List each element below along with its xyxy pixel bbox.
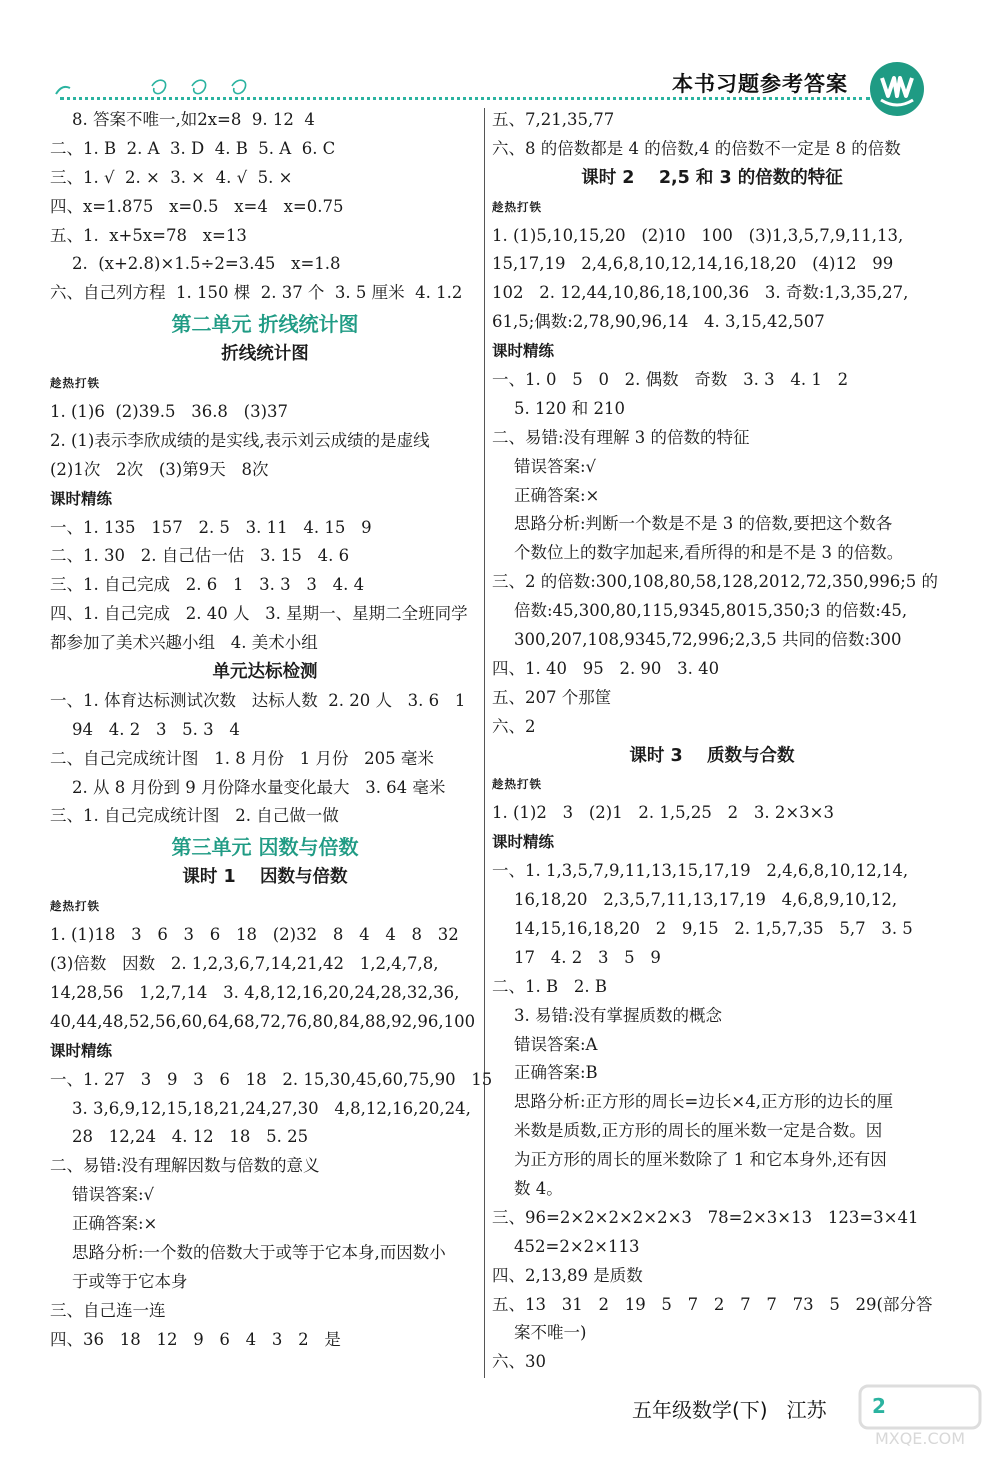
answer-line: 三、1. 自己完成统计图 2. 自己做一做 xyxy=(50,806,339,826)
svg-text:MXQE.COM: MXQE.COM xyxy=(874,1429,966,1448)
answer-line: 二、易错:没有理解因数与倍数的意义 xyxy=(50,1156,320,1176)
answer-line: 1. (1)2 3 (2)1 2. 1,5,25 2 3. 2×3×3 xyxy=(492,803,834,823)
answer-line: 三、2 的倍数:300,108,80,58,128,2012,72,350,996;5 的 xyxy=(492,572,939,592)
answer-line: 8. 答案不唯一,如2x=8 9. 12 4 xyxy=(72,110,315,129)
answer-line: 思路分析:正方形的周长=边长×4,正方形的边长的厘 xyxy=(514,1092,893,1112)
answer-line: (3)倍数 因数 2. 1,2,3,6,7,14,21,42 1,2,4,7,8, xyxy=(50,954,439,974)
answer-line: 1. (1)6 (2)39.5 36.8 (3)37 xyxy=(50,402,289,422)
answer-line: 数 4。 xyxy=(514,1178,563,1198)
answer-line: 都参加了美术兴趣小组 4. 美术小组 xyxy=(50,633,318,653)
subsection-label: 课时精练 xyxy=(492,342,555,361)
answer-line: 为正方形的周长的厘米数除了 1 和它本身外,还有因 xyxy=(514,1150,887,1170)
answer-line: 2. (1)表示李欣成绩的是实线,表示刘云成绩的是虚线 xyxy=(50,430,430,450)
answer-line: 正确答案:× xyxy=(72,1214,158,1234)
left-column xyxy=(50,106,493,1355)
column-divider xyxy=(484,108,485,1378)
answer-line: 28 12,24 4. 12 18 5. 25 xyxy=(72,1127,309,1147)
answer-line: 正确答案:B xyxy=(514,1063,598,1083)
answer-line: 40,44,48,52,56,60,64,68,72,76,80,84,88,92,96,100 xyxy=(50,1011,476,1031)
unit-heading: 第三单元 因数与倍数 xyxy=(171,835,359,860)
answer-line: 五、13 31 2 19 5 7 2 7 7 73 5 29(部分答 xyxy=(492,1294,933,1314)
answer-line: 二、自己完成统计图 1. 8 月份 1 月份 205 毫米 xyxy=(50,748,434,768)
answer-line: 452=2×2×113 xyxy=(514,1236,640,1256)
answer-line: 3. 3,6,9,12,15,18,21,24,27,30 4,8,12,16,20,24, xyxy=(72,1098,471,1118)
header-title: 本书习题参考答案 xyxy=(672,72,848,96)
answer-line: 一、1. 27 3 9 3 6 18 2. 15,30,45,60,75,90 15 xyxy=(50,1069,493,1089)
practice-tag: 趁热打铁 xyxy=(50,376,100,391)
answer-line: 15,17,19 2,4,6,8,10,12,14,16,18,20 (4)12 99 xyxy=(492,254,894,274)
section-heading: 课时 3 质数与合数 xyxy=(629,745,795,766)
practice-tag: 趁热打铁 xyxy=(492,199,542,214)
answer-line: 二、1. 30 2. 自己估一估 3. 15 4. 6 xyxy=(50,546,350,566)
answer-line: 米数是质数,正方形的周长的厘米数一定是合数。因 xyxy=(514,1121,883,1141)
answer-line: 六、30 xyxy=(492,1352,546,1372)
subsection-label: 课时精练 xyxy=(492,833,555,852)
answer-line: 六、8 的倍数都是 4 的倍数,4 的倍数不一定是 8 的倍数 xyxy=(492,138,901,158)
page-number: 2 xyxy=(872,1394,886,1418)
answer-line: 5. 120 和 210 xyxy=(514,398,625,418)
answer-line: 个数位上的数字加起来,看所得的和是不是 3 的倍数。 xyxy=(514,543,904,563)
answer-line: 案不唯一) xyxy=(514,1323,587,1343)
answer-line: 16,18,20 2,3,5,7,11,13,17,19 4,6,8,9,10,12, xyxy=(514,890,898,910)
answer-line: 二、易错:没有理解 3 的倍数的特征 xyxy=(492,427,750,447)
answer-line: 三、自己连一连 xyxy=(50,1300,166,1320)
answer-line: 错误答案:√ xyxy=(72,1185,155,1205)
section-heading: 课时 1 因数与倍数 xyxy=(182,867,348,888)
footer-label: 五年级数学(下) 江苏 xyxy=(632,1398,827,1422)
section-heading: 课时 2 2,5 和 3 的倍数的特征 xyxy=(581,167,843,188)
answer-line: (2)1次 2次 (3)第9天 8次 xyxy=(50,459,269,479)
answer-line: 二、1. B 2. A 3. D 4. B 5. A 6. C xyxy=(50,138,336,158)
answer-line: 14,28,56 1,2,7,14 3. 4,8,12,16,20,24,28,32,36, xyxy=(50,982,460,1002)
answer-line: 思路分析:判断一个数是不是 3 的倍数,要把这个数各 xyxy=(514,514,893,534)
answer-line: 一、1. 体育达标测试次数 达标人数 2. 20 人 3. 6 1 xyxy=(50,690,466,710)
answer-line: 错误答案:√ xyxy=(514,456,597,476)
page-header xyxy=(0,0,1000,110)
answer-line: 一、1. 0 5 0 2. 偶数 奇数 3. 3 4. 1 2 xyxy=(492,370,849,390)
answer-line: 2. 从 8 月份到 9 月份降水量变化最大 3. 64 毫米 xyxy=(72,777,446,797)
answer-line: 正确答案:× xyxy=(514,485,600,505)
practice-tag: 趁热打铁 xyxy=(492,777,542,792)
answer-line: 四、1. 40 95 2. 90 3. 40 xyxy=(492,658,720,678)
answer-line: 14,15,16,18,20 2 9,15 2. 1,5,7,35 5,7 3. 5 xyxy=(514,918,913,938)
answer-line: 三、1. √ 2. × 3. × 4. √ 5. × xyxy=(50,167,293,187)
answer-line: 三、1. 自己完成 2. 6 1 3. 3 3 4. 4 xyxy=(50,575,365,595)
answer-line: 1. (1)5,10,15,20 (2)10 100 (3)1,3,5,7,9,11,13, xyxy=(492,225,904,245)
answer-line: 1. (1)18 3 6 3 6 18 (2)32 8 4 4 8 32 xyxy=(50,925,459,945)
answer-line: 94 4. 2 3 5. 3 4 xyxy=(72,719,240,739)
answer-line: 五、7,21,35,77 xyxy=(492,110,615,129)
answer-line: 3. 易错:没有掌握质数的概念 xyxy=(514,1005,723,1025)
answer-line: 2. (x+2.8)×1.5÷2=3.45 x=1.8 xyxy=(72,254,341,274)
subsection-label: 课时精练 xyxy=(50,1041,113,1060)
answer-line: 五、207 个那筐 xyxy=(492,687,612,707)
answer-line: 思路分析:一个数的倍数大于或等于它本身,而因数小 xyxy=(72,1242,446,1262)
answer-line: 300,207,108,9345,72,996;2,3,5 共同的倍数:300 xyxy=(514,630,902,650)
section-heading: 单元达标检测 xyxy=(212,662,318,683)
answer-line: 102 2. 12,44,10,86,18,100,36 3. 奇数:1,3,35,27, xyxy=(492,283,909,303)
answer-line: 61,5;偶数:2,78,90,96,14 4. 3,15,42,507 xyxy=(492,312,825,332)
answer-line: 一、1. 135 157 2. 5 3. 11 4. 15 9 xyxy=(50,517,372,537)
right-column xyxy=(492,106,939,1377)
answer-line: 17 4. 2 3 5 9 xyxy=(514,947,661,967)
answer-line: 六、2 xyxy=(492,716,536,736)
answer-line: 一、1. 1,3,5,7,9,11,13,15,17,19 2,4,6,8,10,12,14, xyxy=(492,861,909,881)
answer-line: 六、自己列方程 1. 150 棵 2. 37 个 3. 5 厘米 4. 1.2 xyxy=(50,283,463,303)
answer-line: 二、1. B 2. B xyxy=(492,976,607,996)
section-heading: 折线统计图 xyxy=(221,344,309,365)
answer-line: 四、36 18 12 9 6 4 3 2 是 xyxy=(50,1329,341,1349)
answer-line: 三、96=2×2×2×2×2×3 78=2×3×13 123=3×41 xyxy=(492,1207,919,1227)
answer-line: 于或等于它本身 xyxy=(72,1271,188,1291)
answer-line: 五、1. x+5x=78 x=13 xyxy=(50,225,247,245)
answer-line: 倍数:45,300,80,115,9345,8015,350;3 的倍数:45, xyxy=(514,601,908,621)
watermark-stamp-icon xyxy=(850,1380,995,1452)
answer-line: 四、2,13,89 是质数 xyxy=(492,1265,643,1285)
answer-line: 四、1. 自己完成 2. 40 人 3. 星期一、星期二全班同学 xyxy=(50,604,468,624)
answer-line: 四、x=1.875 x=0.5 x=4 x=0.75 xyxy=(50,196,344,216)
unit-heading: 第二单元 折线统计图 xyxy=(171,312,359,337)
subsection-label: 课时精练 xyxy=(50,489,113,508)
practice-tag: 趁热打铁 xyxy=(50,899,100,914)
answer-line: 错误答案:A xyxy=(514,1034,598,1054)
